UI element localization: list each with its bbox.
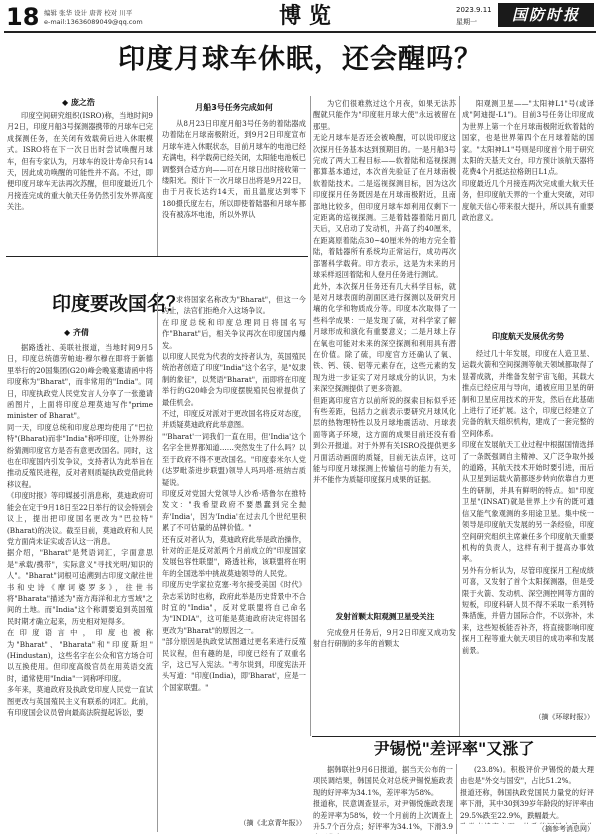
article1-col3-tail: 完成登月任务后，9月2日印度又成功发射自行研制的多年的首颗太	[313, 628, 456, 649]
article1-intro: 印度空间研究组织(ISRO)称，当地时间9月2日，印度月船3号探测器携带的月球车已完成探测任务，在关闭有效载荷后进入休眠模式。ISRO将在下一次日出时尝试唤醒月球车，但有专家认为，月球车的设计寿命只有14天，因此成功唤醒的可能性并不高。不过，即便印度月球车无法再次苏醒，但印度最近几个月接连完成的重大航天任务仍然引发外界高度关注。	[7, 111, 153, 212]
article1-credit: （摘《环球时报》）	[534, 713, 594, 721]
article2-col1: 据路透社、美联社报道，当地时间9月5日，印度总统德劳帕迪·穆尔穆在即将于新德里举行的20国集团(G20)峰会晚宴邀请函中将印度称为"Bharat"，而非常用的"India"。同日，印度执政党人民党发言人分享了一张邀请函图片，上面将印度总理莫迪写作"prime minister of Bharat"。 同一天，印度总统和印度总理均使用了"巴拉特"(Bharat)而非"India"称呼印度，让外界纷纷猜测印度官方是否有意更改国名。同时，这也在印度国内引发争议，支持者认为此举旨在推动反殖民进程，反对者则质疑执政党借此转移议程。 《印度时报》等印媒援引消息称，莫迪政府可能会在定于9月18日至22日举行的议会特别会议上，提出把印度国名更改为"巴拉特"(Bharat)的决议。截至目前，莫迪政府和人民党方面尚未证实或否认这一消息。 据介绍，"Bharat"是梵语词汇，字面意思是"承载/携带"，实际意义"寻找光明/知识的人"。"Bharat"词根可追溯到古印度文献往世书和史诗《摩诃婆罗多》，往世书将"Bharata"描述为"南方海洋和北方雪域"之间的土地。而"India"这个称谓要追到英国殖民时期才确立起来，历史相对短得多。 在印度语言中，印度也被称为"Bharat"、"Bharata"和"印度斯坦"(Hindustan)，这些名字在公众和官方场合可以互换使用。但印度高级官员在用英语交流时，通常使用"India"一词称呼印度。 多年来，莫迪政府及执政党印度人民党一直试图更改与英国殖民主义有联系的词汇。此前，有印度国会议员曾向最高法院提起诉讼，要	[7, 343, 153, 717]
article1-subhead-3: 印度航天发展优劣势	[492, 332, 564, 341]
article2-credit: （摘《北京青年报》）	[239, 819, 306, 827]
article1-subhead-1: 月船3号任务完成如何	[195, 103, 273, 112]
page-number: 18	[6, 3, 40, 31]
article3-col2: (23.8%)。积极评价尹锡悦的最大理由也是"外交与国安"，占比51.2%。 报道还称，韩国执政党国民力量党的好评率下滑，其中30到39岁年龄段的好评率由29.5%跌至22.9%，跌幅最大。	[460, 765, 594, 820]
article1-col4b: 经过几十年发展，印度在人造卫星、运载火箭和空间探测等航天领域都取得了显著成就，并维备发射宇宙飞船，其载大推点已经应用与导向，通被应用卫星的研制和卫星应用技术的开发，然后在此基础上进行了还扩展。这个，印度已经建立了完备的航天组织机构，建成了一套完整的空间体系。 印度在发展航天工业过程中根据国情选择了一条既强调自主精神、又广泛争取外援的道路，其航天技术开始时要引进，而后从卫星到运载火箭都逐步转向依靠自力更生的研制，并具有鲜明的特点。如"印度卫星"(INSAT)就是世界上少有的既可通信又能气象观测的多用途卫星。集中统一领导是印度航天发展的另一条经验，印度空间研究组织主席兼任多个印度航天重要机构的负责人，这样有利于提高办事效率。 另外有分析认为，尽管印度探月工程成绩可喜，又发射了首个太阳探测器，但是受限于火箭、发动机、深空测控网等方面的短板，印度科研人员不得不采取一系列特殊措施，并借力国际合作，不以弥补，未来，这些短板能否补齐，将直接影响印度探月工程等重大航天项目的成功率和发展前景。	[462, 349, 594, 655]
article3-headline: 尹锡悦"差评率"又涨了	[373, 739, 535, 758]
article2-headline: 印度要改国名？	[52, 293, 186, 315]
editor-line: 编辑 张华 设计 唐菁 校对 川平	[44, 9, 133, 17]
article1-col4: 阳观测卫星——"太阳神L1"号(或译成"阿迪提-L1")。目前3号任务让印度成为世界上第一个在月球南极附近软着陆的国家，也是世界第四个在月球着陆的国家。"太阳神L1"号则是印度首个用于研究太阳的天基天文台，印方预计该航天器将花费4个月抵达拉格朗日L1点。 印度最近几个月接连两次完成重大航天任务，但印度航天界的一个重大突破，对印度航天信心带来很大提升，所以具有重要政治意义。	[462, 99, 594, 223]
article1-col3: 为它们很难熬过这个月夜，如果无法苏醒就只能作为"印度驻月球大使"永远被留在那里。 无论月球车是否还会被唤醒，可以说印度这次探月任务基本达到预期目的。一是月船3号完成了两大工程目标——软着陆和巡视探测都算基本通过，本次首先验证了在月球南极软着陆技术。二是巡视探测目标，因为这次印度探月任务既因是在月球南极附近，且南部地比较多，但印度月球车却利用仅剩下一定距离的巡视探测。三是着陆器着陆月面几天后，又启动了发动机，升高了约40厘米，在距离原着陆点30~40厘米外的地方完全着陆，着陆器所有系统均正常运行，成功再次部署科学载荷。印方表示，这是为未来的月球采样返回着陆和人登月任务进行测试。 此外，本次探月任务还有几大科学目标，就是对月球表面的剖面区进行探测以及研究月壤的化学和物质成分等。印度本次取得了一些科学成果：一是发现了硫，对科学家了解月球形成和演化有重要意义；二是月球上存在氧也可能对未来的深空探测和利用具有潜在价值。除了硫，印度官方还确认了氧、铁、钙、镁、铝等元素存在，这些元素的发现为进一步证实了对月球成分的认识，为未来深空探测提供了更多资源。 但距离印度官方以前所说的探索目标似乎还有些差距，包括力之前表示要研究月球风化层的热物理特性以及月球地震活动、月球表面等离子环境，这方面的成果目前还没有看到公开报道。对于外界有关ISRO没提供更多月面活动画面的质疑，目前无法点评，这可能与印度月球探测上传输信号的能力有关，并不能作为质疑印度探月成果的证据。	[313, 99, 456, 485]
issue-date: 2023.9.11	[456, 6, 492, 14]
masthead-rule	[4, 31, 596, 33]
paper-logo: 国防时报	[498, 3, 594, 27]
main-headline: 印度月球车休眠，还会醒吗？	[118, 44, 482, 75]
article3-credit: （摘参考消息网）	[538, 825, 594, 833]
article2-byline: ◆ 齐倩	[64, 328, 89, 337]
article3-col1: 据韩联社9月6日报道，据当天公布的一项民调结果，韩国民众对总统尹锡悦施政表现的好评率为34.1%，差评率为58%。 报道称，民意调查显示，对尹锡悦施政表现的差评率为58%，较一个月前的上次调查上升5.7个百分点；好评率为34.1%，下滑3.9	[313, 765, 453, 832]
issue-weekday: 星期一	[456, 18, 477, 26]
article1-byline: ◆ 庞之浩	[62, 98, 95, 107]
article1-col2: 从8月23日印度月船3号任务的着陆器成功着陆在月球南极附近，到9月2日印度宣布月球车进入休眠状态，目前月球车的电池已经充满电，科学载荷已经关闭，太阳能电池板已调整到合适方向——可在月球日出时接收第一缕阳光。预计下一次月球日出将是9月22日，由于月夜长达约14天，而且温度达到零下180摄氏度左右，所以即使着陆器和月球车都没有被冻坏电池，所以外界认	[162, 119, 306, 220]
article1-subhead-2: 发射首颗太阳观测卫星受关注	[335, 612, 435, 621]
article2-col2: 求将国家名称改为"Bharat"，但这一今为止，法官们拒绝介入这场争议。 在印度总统和印度总理同日将国名写作"Bharat"后，相关争议再次在印度国内爆发。 以印度人民党为代表的支持者认为，英国殖民统治者创造了印度"India"这个名字，是"奴隶制的象征"，以梵语"Bharat"，而即将在印度举行的G20峰会为印度摆脱殖民包袱提供了最佳机会。 不过，印度反对派对于更改国名将反对态度，并质疑莫迪政府此举意图。 "'Bharat'一词我们一直在用，但'India'这个名字全世界都知道……突然发生了什么吗？以至于政府不得不更改国名。"印度泰米尔人党(达罗毗荼进步联盟)领导人玛玛塔·班纳吉质疑说。 印度反对党国大党领导人沙希·塔鲁尔在推特发文："我希望政府不要愚蠢到完全抛弃'India'，因为'India'在过去几个世纪里积累了不可估量的品牌价值。" 还有反对者认为，莫迪政府此举是政治操作，针对的正是反对派两个月前成立的"印度国家发展包容性联盟"，路透社称，该联盟将在明年的全国选举中挑战莫迪领导的人民党。 印度历史学家拉克塞·考尔接受美国《时代》杂志采访时也称，政府此举是历史背景中不合时宜的"India"，反对党联盟将自己命名为"INDIA"，这可能是莫迪政府决定将国名更改为"Bharat"的原因之一。 "部分原因是执政党试图通过更名来进行反殖民议程，但有趣的是，印度已经有了双重名字，这已写入宪法。"考尔说到，印度宪法开头写道："印度(India)，即'Bharat'，应是一个国家联盟。"	[162, 295, 306, 692]
section-divider	[6, 256, 308, 257]
section-title: 博 览	[279, 3, 331, 29]
email: e-mail:13636089049@qq.com	[44, 18, 143, 26]
